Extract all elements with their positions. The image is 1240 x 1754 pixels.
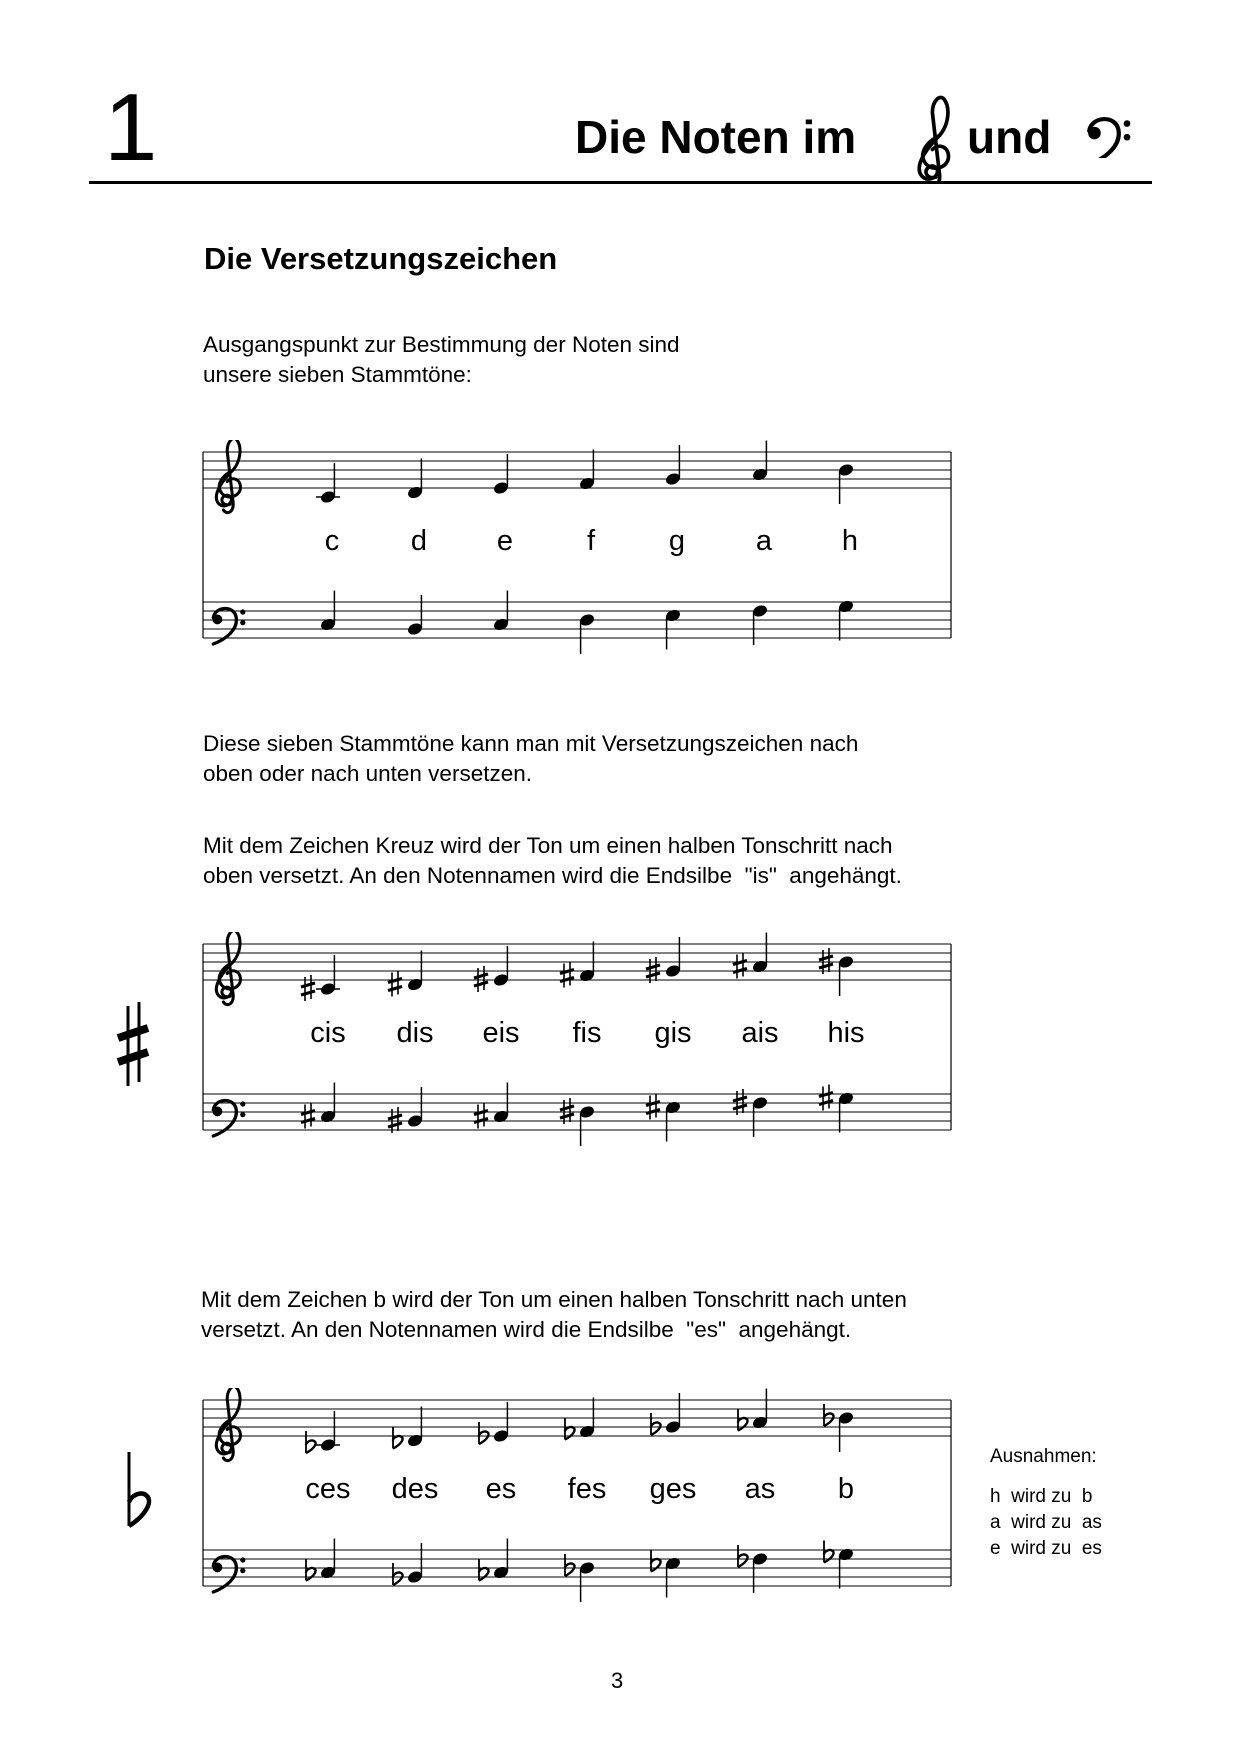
exception-item: e wird zu es [990, 1538, 1102, 1559]
note-name-label: eis [482, 1017, 520, 1049]
sharp-icon [819, 948, 833, 974]
page-number: 3 [611, 1668, 624, 1693]
note-name-label: ces [305, 1473, 351, 1505]
sharp-icon [646, 957, 660, 983]
sharp-icon [733, 953, 747, 979]
sharp-icon [301, 1103, 315, 1129]
staff-system-sharp [200, 932, 970, 1172]
note-name-label: a [755, 525, 773, 557]
treble-clef-icon [216, 932, 240, 1005]
note-name-label: des [391, 1473, 439, 1505]
flat-paragraph: Mit dem Zeichen b wird der Ton um einen halben Tonschritt nach unten versetzt. An den Notennamen wird die Endsilbe "es" angehängt. [201, 1287, 907, 1342]
sharp-icon [301, 975, 315, 1001]
bass-clef-icon [1085, 108, 1135, 158]
sharp-icon [560, 962, 574, 988]
note-name-label: fes [567, 1473, 607, 1505]
bass-clef-icon [212, 609, 245, 644]
flat-sign-icon [123, 1450, 157, 1530]
treble-clef-icon [912, 92, 952, 184]
note-name-label: b [837, 1473, 855, 1505]
flat-icon [651, 1413, 661, 1435]
sharp-icon [474, 966, 488, 992]
intro-paragraph: Ausgangspunkt zur Bestimmung der Noten sind unsere sieben Stammtöne: [203, 332, 680, 387]
note-name-label: h [841, 525, 859, 557]
flat-icon [738, 1545, 748, 1567]
note-name-label: d [410, 525, 428, 557]
treble-clef-icon [216, 1388, 240, 1461]
flat-icon [479, 1422, 489, 1444]
bass-clef-icon [212, 1557, 245, 1592]
title-conjunction: und [967, 111, 1052, 163]
note-name-label: cis [310, 1017, 346, 1049]
sharp-sign-icon [116, 1000, 150, 1090]
section-heading: Die Versetzungszeichen [204, 241, 558, 276]
flat-icon [824, 1404, 834, 1426]
exception-item: h wird zu b [990, 1486, 1093, 1507]
note-name-label: gis [654, 1017, 692, 1049]
title-prefix: Die Noten im [575, 111, 857, 163]
note-name-label: dis [396, 1017, 434, 1049]
sharp-icon [560, 1098, 574, 1124]
sharp-icon [646, 1094, 660, 1120]
sharp-icon [474, 1103, 488, 1129]
staff-system-flat [200, 1388, 970, 1628]
sharp-icon [388, 1107, 402, 1133]
flat-icon [393, 1427, 403, 1449]
note-name-label: c [324, 525, 340, 557]
flat-icon [306, 1431, 316, 1453]
sharp-icon [733, 1089, 747, 1115]
note-name-label: e [496, 525, 514, 557]
note-name-label: ges [649, 1473, 697, 1505]
note-name-label: fis [572, 1017, 602, 1049]
header-rule [89, 181, 1152, 184]
treble-clef-icon [216, 440, 240, 513]
sharp-paragraph: Mit dem Zeichen Kreuz wird der Ton um einen halben Tonschritt nach oben versetzt. An den Notennamen wird die Endsilbe "is" angehängt. [203, 833, 902, 888]
exceptions-title: Ausnahmen: [990, 1446, 1097, 1467]
sharp-icon [819, 1085, 833, 1111]
note-name-label: es [485, 1473, 517, 1505]
note-name-label: ais [741, 1017, 779, 1049]
staff-system-natural [200, 440, 970, 680]
note-name-label: his [827, 1017, 865, 1049]
exception-item: a wird zu as [990, 1512, 1102, 1533]
shift-paragraph: Diese sieben Stammtöne kann man mit Versetzungszeichen nach oben oder nach unten versetzen. [203, 731, 859, 786]
note-name-label: g [668, 525, 686, 557]
chapter-number: 1 [104, 74, 158, 181]
flat-icon [565, 1554, 575, 1576]
note-name-label: as [744, 1473, 776, 1505]
bass-clef-icon [212, 1101, 245, 1136]
sharp-icon [388, 971, 402, 997]
flat-icon [393, 1563, 403, 1585]
note-name-label: f [586, 525, 596, 557]
